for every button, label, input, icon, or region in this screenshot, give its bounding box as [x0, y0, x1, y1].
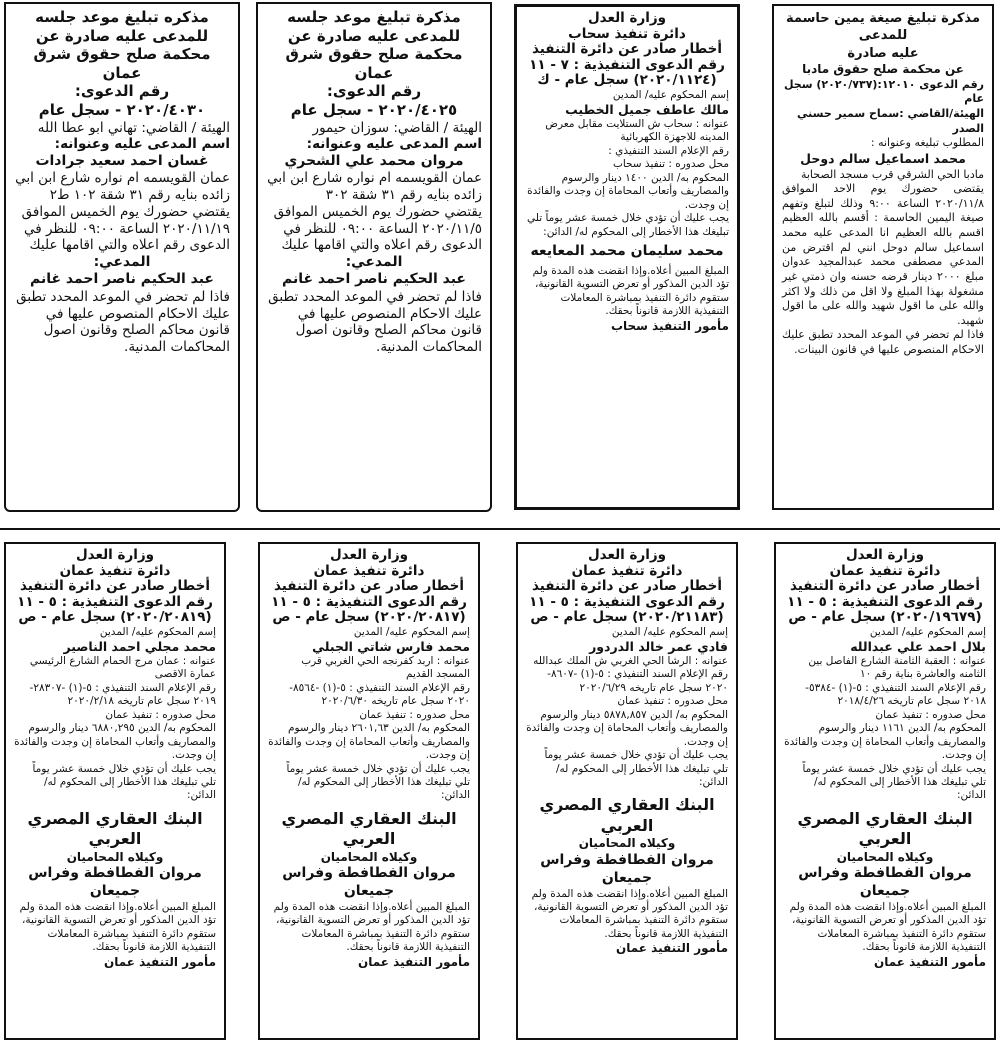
notice-title: أخطار صادر عن دائرة التنفيذ: [273, 578, 465, 595]
case-number-2: (٢٠٢٠/١١٢٤) سجل عام - ك: [537, 72, 717, 89]
department: دائرة تنفيذ عمان: [829, 562, 941, 579]
notice-body: يقتضي حضورك يوم الخميس الموافق ٢٠٢٠/١١/٥ الساعة ٠٩:٠٠ للنظر في الدعوى رقم اعلاه والتي اقامها عليك: [273, 203, 482, 254]
case-number-2: (٢٠٢٠/٢٠٨١٩) سجل عام - ص: [18, 609, 212, 626]
notice-reference: رقم الإعلام السند التنفيذي : ٥-(١) -٨٥٦٤- ٢٠٢٠ سجل عام تاريخه ٢٠٢٠/٦/٣٠: [289, 681, 470, 708]
execution-notice-21183: [516, 542, 738, 1040]
case-number: رقم الدعوى التنفيذية : ٥ - ١١: [787, 593, 983, 610]
notice-title: مذكرة تبليغ صيغة يمين حاسمة للمدعى: [786, 11, 980, 44]
officer: مأمور التنفيذ عمان: [873, 954, 986, 969]
case-number: ٢٠٢٠/٤٠٣٠ - سجل عام: [38, 100, 206, 119]
debtor-name: بلال احمد علي عبدالله: [850, 639, 986, 655]
creditor-bank: البنك العقاري المصري العربي: [27, 808, 203, 849]
ministry: وزارة العدل: [587, 547, 667, 563]
final-text: المبلغ المبين أعلاه.وإذا انقضت هذه المدة ولم تؤد الدين المذكور أو تعرض التسوية القانونية، ستقوم دائرة التنفيذ بمباشرة المعاملات التنفيذية اللازمة قانوناً بحقك.: [273, 900, 470, 954]
creditor-name: محمد سليمان محمد المعايعه: [530, 242, 724, 259]
execution-notice-20817: [258, 542, 480, 1040]
debtor-name: محمد فارس شاتي الجبلي: [312, 639, 470, 655]
notice-title: مذكرة تبليغ موعد جلسه: [287, 8, 461, 26]
debtor-label: إسم المحكوم عليه/ المدين: [353, 625, 470, 638]
notice-body: يقتضى حضورك يوم الاحد الموافق ٢٠٢٠/١١/٨ الساعة ٩:٠٠ وذلك لتبلغ وتفهم صيغة اليمين الحاسمة : أقسم بالله العظيم اقسم بالله العظيم انا المدعى عليه محمد اسماعيل سالم دوحل انني لم اقترض من المدعي مصطفى محمد عبدالمجيد عدوان مبلغ ٢٠٠٠ دينار قرضه حسنه وان ذمتي غير مشغولة بهذا المبلغ ولا اقل من ذلك ولا اكثر والله على ما اقول شهيد والله على ما اقول شهيد.: [782, 182, 985, 327]
warning: يجب عليك أن تؤدي خلال خمسة عشر يوماً تلي تبليغك هذا الأخطار إلى المحكوم له/ الدائن:: [286, 762, 470, 802]
notice-title: أخطار صادر عن دائرة التنفيذ: [531, 41, 723, 58]
creditor-bank: البنك العقاري المصري العربي: [797, 808, 973, 849]
issued-by: محل صدوره : تنفيذ عمان: [617, 695, 728, 708]
notice-oath-summons: [772, 4, 994, 510]
served-label: المطلوب تبليغه وعنوانه :: [870, 136, 984, 150]
final-text: المبلغ المبين أعلاه.وإذا انقضت هذه المدة ولم تؤد الدين المذكور أو تعرض التسوية القانونية، ستقوم دائرة التنفيذ بمباشرة المعاملات التنفيذية اللازمة قانوناً بحقك.: [19, 900, 216, 954]
notice-reference: رقم الإعلام السند التنفيذي : ٥-(١) -٢٨٣٠٧- ٢٠١٩ سجل عام تاريخه ٢٠٢٠/٢/١٨: [29, 681, 216, 708]
notice-subtitle: للمدعى عليه صادرة عن: [35, 26, 209, 45]
plaintiff-name: عبد الحكيم ناصر احمد غانم: [281, 271, 466, 288]
execution-notice-19679: [774, 542, 996, 1040]
case-number: رقم الدعوى ١٢٠١٠:(٢٠٢٠/٧٣٧) سجل عام: [783, 77, 984, 106]
lawyers: مروان الفطافطة وفراس جميعان: [28, 865, 202, 900]
lawyers: مروان الفطافطة وفراس جميعان: [798, 865, 972, 900]
debtor-label: إسم المحكوم عليه/ المدين: [612, 88, 729, 101]
agents-label: وكيلاه المحاميان: [836, 849, 934, 864]
address: عنوانه : عمان مرج الحمام الشارع الرئيسي عمارة الاقصى: [29, 655, 216, 681]
defendant-name: غسان احمد سعيد جرادات: [35, 153, 209, 170]
officer: مأمور التنفيذ عمان: [103, 954, 216, 969]
debtor-name: محمد مجلي احمد الناصير: [63, 639, 216, 655]
notice-subtitle: للمدعى عليه صادرة عن: [287, 26, 461, 45]
agents-label: وكيلاه المحاميان: [578, 836, 676, 851]
amount: المحكوم به/ الدين ٢٦٠١,٦٣ دينار والرسوم والمصاريف وأتعاب المحاماة إن وجدت والفائدة إن وجدت.: [268, 722, 470, 762]
amount: المحكوم به/ الدين ١١٦١ دينار والرسوم والمصاريف وأتعاب المحاماة إن وجدت والفائدة إن وجدت.: [784, 722, 986, 762]
judge: الهيئة/القاضي :سماح سمير حسني الصدر: [797, 107, 984, 135]
warning: يجب عليك أن تؤدي خلال خمسة عشر يوماً تلي تبليغك هذا الأخطار إلى المحكوم له/ الدائن:: [802, 762, 986, 802]
court-name: محكمة صلح حقوق شرق عمان: [285, 45, 463, 82]
address: عمان القويسمه ام نواره شارع ابن ابي زائده بنايه رقم ٣١ شقة ٣٠٢: [267, 170, 482, 204]
final-text: المبلغ المبين أعلاه.وإذا انقضت هذه المدة ولم تؤد الدين المذكور أو تعرض التسوية القانونية، ستقوم دائرة التنفيذ بمباشرة المعاملات التنفيذية اللازمة قانوناً بحقك.: [789, 900, 986, 954]
address: عنوانه : اربد كفرنجه الحي الغربي قرب المسجد القديم: [301, 655, 470, 681]
debtor-label: إسم المحكوم عليه/ المدين: [99, 625, 216, 638]
debtor-label: إسم المحكوم عليه/ المدين: [611, 625, 728, 638]
officer: مأمور التنفيذ عمان: [615, 941, 728, 956]
session-summons-4030: [4, 2, 240, 512]
debtor-name: فادي عمر خالد الدردور: [589, 639, 728, 655]
notice-reference: رقم الإعلام السند التنفيذي : ٥-(١) -٨٦٠٧- ٢٠٢٠ سجل عام تاريخه ٢٠٢٠/٦/٢٩: [547, 668, 728, 694]
final-text: المبلغ المبين أعلاه.وإذا انقضت هذه المدة ولم تؤد الدين المذكور أو تعرض التسوية القانونية، ستقوم دائرة التنفيذ بمباشرة المعاملات التنفيذية اللازمة قانوناً بحقك.: [531, 887, 728, 940]
plaintiff-label: المدعي:: [93, 254, 151, 271]
address: عنوانه : الرشا الحي الغربي ش الملك عبدالله: [533, 655, 728, 668]
final-text: المبلغ المبين أعلاه.وإذا انقضت هذه المدة ولم تؤد الدين المذكور أو تعرض التسوية القانونية، ستقوم دائرة التنفيذ بمباشرة المعاملات التنفيذية اللازمة قانوناً بحقك.: [532, 264, 729, 318]
judge: الهيئة / القاضي: تهاني ابو عطا الله: [37, 119, 230, 136]
case-number-2: (٢٠٢٠/٢٠٨١٧) سجل عام - ص: [272, 609, 466, 626]
ministry: وزارة العدل: [845, 547, 925, 563]
notice-closing: فاذا لم تحضر في الموعد المحدد تطبق عليك الاحكام المنصوص عليها في قانون محاكم الصلح وقانون اصول المحاكمات المدنية.: [268, 288, 482, 355]
lawyers: مروان الفطافطة وفراس جميعان: [282, 865, 456, 900]
issued-by: محل صدوره : تنفيذ عمان: [875, 708, 986, 721]
defendant-label: اسم المدعى عليه وعنوانه:: [306, 136, 482, 153]
judge: الهيئة / القاضي: سوزان حيمور: [312, 119, 482, 136]
case-number-2: (٢٠٢٠/١٩٦٧٩) سجل عام - ص: [788, 609, 982, 626]
issued-by: محل صدوره : تنفيذ سحاب: [612, 158, 729, 171]
officer: مأمور التنفيذ سحاب: [610, 318, 729, 333]
warning: يجب عليك أن تؤدي خلال خمسة عشر يوماً تلي تبليغك هذا الأخطار إلى المحكوم له/ الدائن:: [544, 749, 728, 788]
amount: المحكوم به/ الدين ٥٨٧٨,٨٥٧ دينار والرسوم والمصاريف وأتعاب المحاماة إن وجدت والفائدة إن وجدت.: [526, 708, 728, 748]
notice-subtitle: عليه صادرة: [847, 45, 919, 61]
case-number: ٢٠٢٠/٤٠٢٥ - سجل عام: [290, 100, 458, 119]
address: عنوانه : العقبة الثامنة الشارع الفاصل بين الثامنه والعاشرة بناية رقم ١٠: [808, 655, 986, 681]
lawyers: مروان الفطافطة وفراس جميعان: [540, 851, 714, 886]
defendant-label: اسم المدعى عليه وعنوانه:: [54, 136, 230, 153]
ministry: وزارة العدل: [329, 547, 409, 563]
agents-label: وكيلاه المحاميان: [66, 849, 164, 864]
ministry: وزارة العدل: [587, 10, 667, 26]
plaintiff-name: عبد الحكيم ناصر احمد غانم: [29, 271, 214, 288]
ministry: وزارة العدل: [75, 547, 155, 563]
court-name: عن محكمة صلح حقوق مادبا: [802, 61, 964, 76]
notice-reference: رقم الإعلام السند التنفيذي : ٥-(١) -٥٣٨٤- ٢٠١٨ سجل عام تاريخه ٢٠١٨/٤/٢٦: [805, 681, 986, 708]
served-name: محمد اسماعيل سالم دوحل: [800, 150, 966, 166]
case-number: رقم الدعوى التنفيذية : ٧ - ١١: [529, 56, 725, 73]
notice-body: يقتضي حضورك يوم الخميس الموافق ٢٠٢٠/١١/١٩ الساعة ٠٩:٠٠ للنظر في الدعوى رقم اعلاه والتي اقامها عليك: [21, 203, 230, 254]
row-divider: [0, 528, 1000, 530]
department: دائرة تنفيذ عمان: [59, 562, 171, 579]
department: دائرة تنفيذ عمان: [313, 562, 425, 579]
notice-title: أخطار صادر عن دائرة التنفيذ: [789, 578, 981, 595]
plaintiff-label: المدعي:: [345, 254, 403, 271]
case-number: رقم الدعوى التنفيذية : ٥ - ١١: [17, 593, 213, 610]
notice-closing: فاذا لم تحضر في الموعد المحدد تطبق عليك الاحكام المنصوص عليها في قانون محاكم الصلح وقانون اصول المحاكمات المدنية.: [16, 288, 230, 355]
case-number: رقم الدعوى التنفيذية : ٥ - ١١: [271, 593, 467, 610]
amount: المحكوم به/ الدين ١٤٠٠ دينار والرسوم والمصاريف وأتعاب المحاماة إن وجدت والفائدة إن وجدت.: [527, 171, 729, 211]
issued-by: محل صدوره : تنفيذ عمان: [359, 708, 470, 721]
notice-title: أخطار صادر عن دائرة التنفيذ: [531, 578, 723, 595]
agents-label: وكيلاه المحاميان: [320, 849, 418, 864]
department: دائرة تنفيذ سحاب: [568, 25, 686, 42]
case-number: رقم الدعوى التنفيذية : ٥ - ١١: [529, 593, 725, 610]
debtor-name: مالك عاطف جميل الخطيب: [565, 102, 729, 118]
defendant-name: مروان محمد علي الشحري: [284, 153, 464, 170]
issued-by: محل صدوره : تنفيذ عمان: [105, 708, 216, 721]
address: عمان القويسمه ام نواره شارع ابن ابي زائده بنايه رقم ٣١ شقة ١٠٢ ط٢: [15, 170, 230, 204]
court-name: محكمة صلح حقوق شرق عمان: [33, 45, 211, 82]
case-label: رقم الدعوى:: [326, 82, 422, 101]
execution-notice-sahab: [514, 4, 740, 510]
notice-closing: فاذا لم تحضر في الموعد المحدد تطبق عليك الاحكام المنصوص عليها في قانون البينات.: [782, 328, 984, 357]
creditor-bank: البنك العقاري المصري العربي: [281, 808, 457, 849]
address: عنوانه : سحاب ش الستلايت مقابل معرض المدينه للاجهزة الكهربائية: [545, 118, 729, 144]
notice-title: أخطار صادر عن دائرة التنفيذ: [19, 578, 211, 595]
warning: يجب عليك أن تؤدي خلال خمسة عشر يوماً تلي تبليغك هذا الأخطار إلى المحكوم له/ الدائن:: [526, 212, 729, 238]
session-summons-4025: [256, 2, 492, 512]
notice-reference: رقم الإعلام السند التنفيذي :: [608, 144, 729, 157]
amount: المحكوم به/ الدين ٦٨٨٠,٢٩٥ دينار والرسوم والمصاريف وأتعاب المحاماة إن وجدت والفائدة إن وجدت.: [14, 722, 216, 762]
case-label: رقم الدعوى:: [74, 82, 170, 101]
address: مادبا الحي الشرقي قرب مسجد الصحابة: [800, 167, 984, 181]
notice-title: مذكره تبليغ موعد جلسه: [35, 8, 209, 26]
officer: مأمور التنفيذ عمان: [357, 954, 470, 969]
creditor-bank: البنك العقاري المصري العربي: [539, 795, 715, 835]
execution-notice-20819: [4, 542, 226, 1040]
department: دائرة تنفيذ عمان: [571, 562, 683, 579]
debtor-label: إسم المحكوم عليه/ المدين: [869, 625, 986, 638]
warning: يجب عليك أن تؤدي خلال خمسة عشر يوماً تلي تبليغك هذا الأخطار إلى المحكوم له/ الدائن:: [32, 762, 216, 802]
case-number-2: (٢٠٢٠/٢١١٨٣) سجل عام - ص: [530, 609, 724, 626]
